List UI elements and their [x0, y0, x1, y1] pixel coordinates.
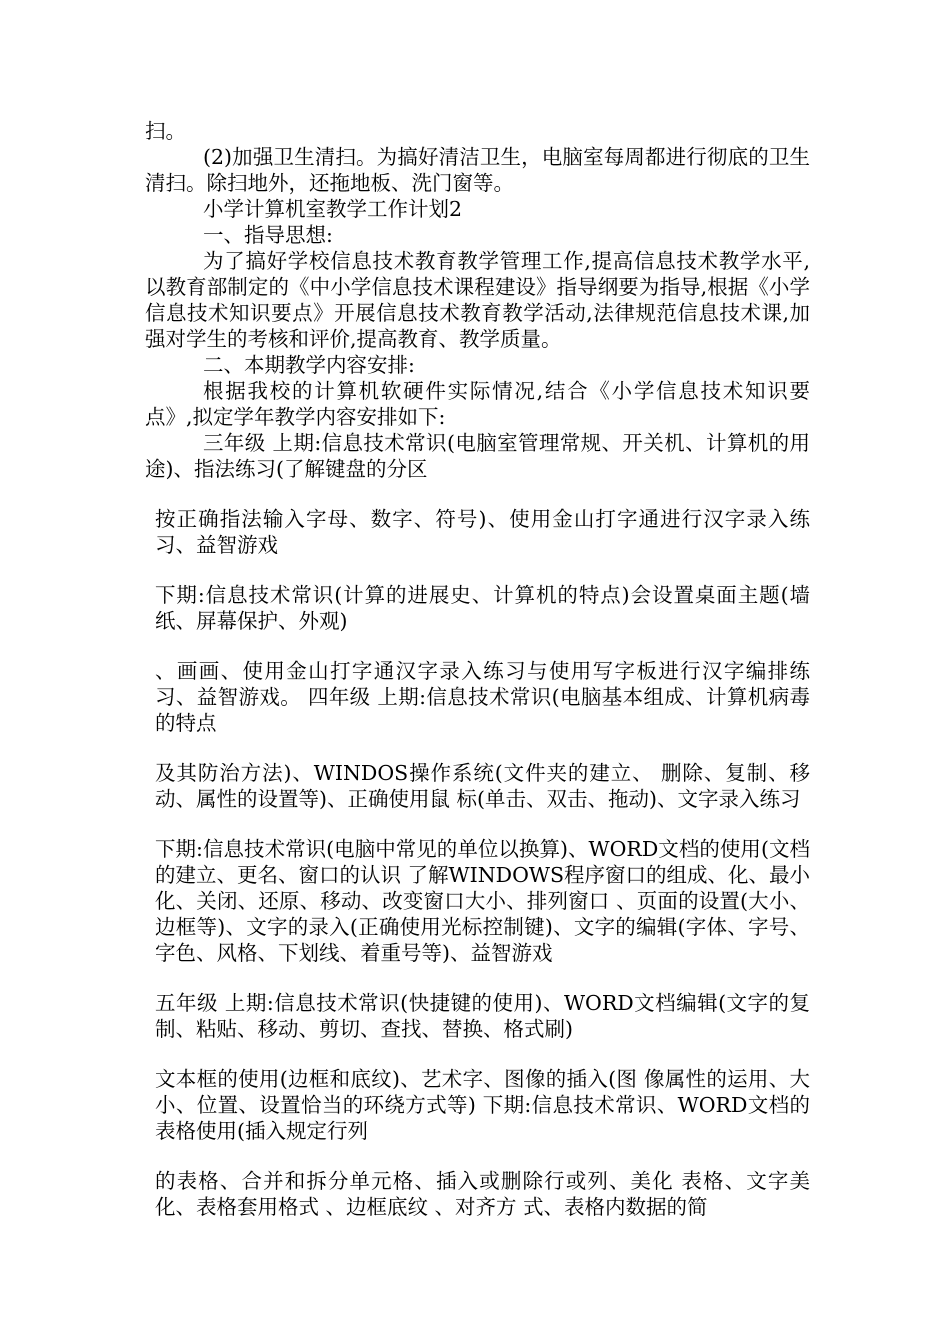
paragraph-grade4-word: 下期:信息技术常识(电脑中常见的单位以换算)、WORD文档的使用(文档的建立、更名、窗口的认识 了解WINDOWS程序窗口的组成、化、最小化、关闭、还原、移动、改变窗口大小、排列窗口 、页面的设置(大小、边框等)、文字的录入(正确使用光标控制键)、文字的编辑(字体、字号、字色、风格、下划线、着重号等)、益智游戏	[155, 837, 810, 965]
paragraph-teaching-intro: 根据我校的计算机软硬件实际情况,结合《小学信息技术知识要点》,拟定学年教学内容安排如下:	[145, 379, 810, 429]
paragraph-grade3-first: 三年级 上期:信息技术常识(电脑室管理常规、开关机、计算机的用途)、指法练习(了解键盘的分区	[145, 431, 810, 481]
paragraph-grade5-table: 的表格、合并和拆分单元格、插入或删除行或列、美化 表格、文字美化、表格套用格式 、边框底纹 、对齐方 式、表格内数据的简	[155, 1169, 810, 1219]
paragraph-grade3-second: 下期:信息技术常识(计算的进展史、计算机的特点)会设置桌面主题(墙纸、屏幕保护、外观)	[155, 583, 810, 633]
section-title: 小学计算机室教学工作计划2	[203, 197, 463, 221]
paragraph-continuation: 扫。	[145, 119, 186, 143]
heading-guiding-thought: 一、指导思想:	[203, 223, 333, 247]
paragraph-grade3-typing: 按正确指法输入字母、数字、符号)、使用金山打字通进行汉字录入练习、益智游戏	[155, 507, 810, 557]
paragraph-cleaning: (2)加强卫生清扫。为搞好清洁卫生，电脑室每周都进行彻底的卫生清扫。除扫地外，还拖地板、洗门窗等。	[145, 145, 810, 195]
paragraph-grade3-drawing: 、画画、使用金山打字通汉字录入练习与使用写字板进行汉字编排练习、益智游戏。 四年级 上期:信息技术常识(电脑基本组成、计算机病毒的特点	[155, 659, 810, 735]
heading-teaching-content: 二、本期教学内容安排:	[203, 353, 415, 377]
paragraph-guiding-thought: 为了搞好学校信息技术教育教学管理工作,提高信息技术教学水平,以教育部制定的《中小学信息技术课程建设》指导纲要为指导,根据《小学信息技术知识要点》开展信息技术教育教学活动,法律规范信息技术课,加强对学生的考核和评价,提高教育、教学质量。	[145, 249, 810, 351]
paragraph-grade5-textbox: 文本框的使用(边框和底纹)、艺术字、图像的插入(图 像属性的运用、大小、位置、设置恰当的环绕方式等) 下期:信息技术常识、WORD文档的表格使用(插入规定行列	[155, 1067, 810, 1143]
document-body	[145, 118, 810, 1220]
paragraph-grade5-first: 五年级 上期:信息技术常识(快捷键的使用)、WORD文档编辑(文字的复制、粘贴、移动、剪切、查找、替换、格式刷)	[155, 991, 810, 1041]
paragraph-grade4-windows: 及其防治方法)、WINDOS操作系统(文件夹的建立、 删除、复制、移动、属性的设置等)、正确使用鼠 标(单击、双击、拖动)、文字录入练习	[155, 761, 810, 811]
